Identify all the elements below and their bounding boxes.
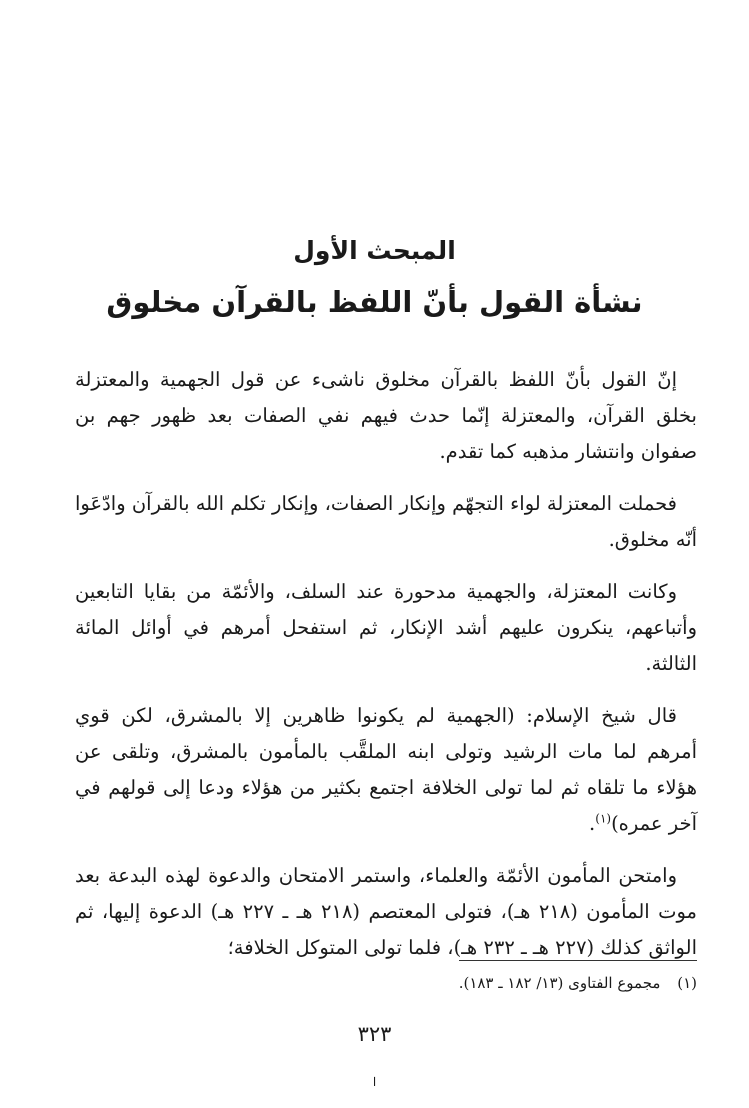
signature-mark: ا xyxy=(372,1075,377,1089)
page-number: ٣٢٣ xyxy=(357,1022,392,1046)
paragraph-5: وامتحن المأمون الأئمّة والعلماء، واستمر الامتحان والدعوة لهذه البدعة بعد موت المأمون (٢١٨ هـ)، فتولى المعتصم (٢١٨ هـ ـ ٢٢٧ هـ) الدعوة إليها، ثم الواثق كذلك (٢٢٧ هـ ـ ٢٣٢ هـ)، فلما تولى المتوكل الخلافة؛ xyxy=(75,864,697,959)
body-text xyxy=(75,362,697,982)
paragraph-1: إنّ القول بأنّ اللفظ بالقرآن مخلوق ناشىء عن قول الجهمية والمعتزلة بخلق القرآن، والمعتزلة إنّما حدث فيهم نفي الصفات بعد ظهور جهم بن صفوان وانتشار مذهبه كما تقدم. xyxy=(75,368,697,463)
footnote xyxy=(77,972,697,994)
footnote-divider xyxy=(459,960,697,961)
footnote-reference: (١) xyxy=(595,811,612,826)
paragraph-2: فحملت المعتزلة لواء التجهّم وإنكار الصفات، وإنكار تكلم الله بالقرآن وادّعَوا أنّه مخلوق. xyxy=(75,492,697,551)
footnote-number: (١) xyxy=(677,974,697,992)
section-subtitle: نشأة القول بأنّ اللفظ بالقرآن مخلوق xyxy=(106,285,643,319)
paragraph-4-text: قال شيخ الإسلام: (الجهمية لم يكونوا ظاهرين إلا بالمشرق، لكن قوي أمرهم لما مات الرشيد وتولى ابنه الملقَّب بالمأمون بالمشرق، وتلقى عن هؤلاء ما تلقاه ثم لما تولى الخلافة اجتمع بكثير من هؤلاء ودعا إلى قولهم في آخر عمره) xyxy=(75,704,697,835)
footnote-text: مجموع الفتاوى (١٣/ ١٨٢ ـ ١٨٣). xyxy=(458,974,661,992)
paragraph-3: وكانت المعتزلة، والجهمية مدحورة عند السلف، والأئمّة من بقايا التابعين وأتباعهم، ينكرون عليهم أشد الإنكار، ثم استفحل أمرهم في أوائل المائة الثالثة. xyxy=(75,580,697,675)
section-title: المبحث الأول xyxy=(293,236,456,265)
paragraph-4: قال شيخ الإسلام: (الجهمية لم يكونوا ظاهرين إلا بالمشرق، لكن قوي أمرهم لما مات الرشيد وتولى ابنه الملقَّب بالمأمون بالمشرق، وتلقى عن هؤلاء ما تلقاه ثم لما تولى الخلافة اجتمع بكثير من هؤلاء ودعا إلى قولهم في آخر عمره)$^{(١)}$. xyxy=(75,704,697,835)
